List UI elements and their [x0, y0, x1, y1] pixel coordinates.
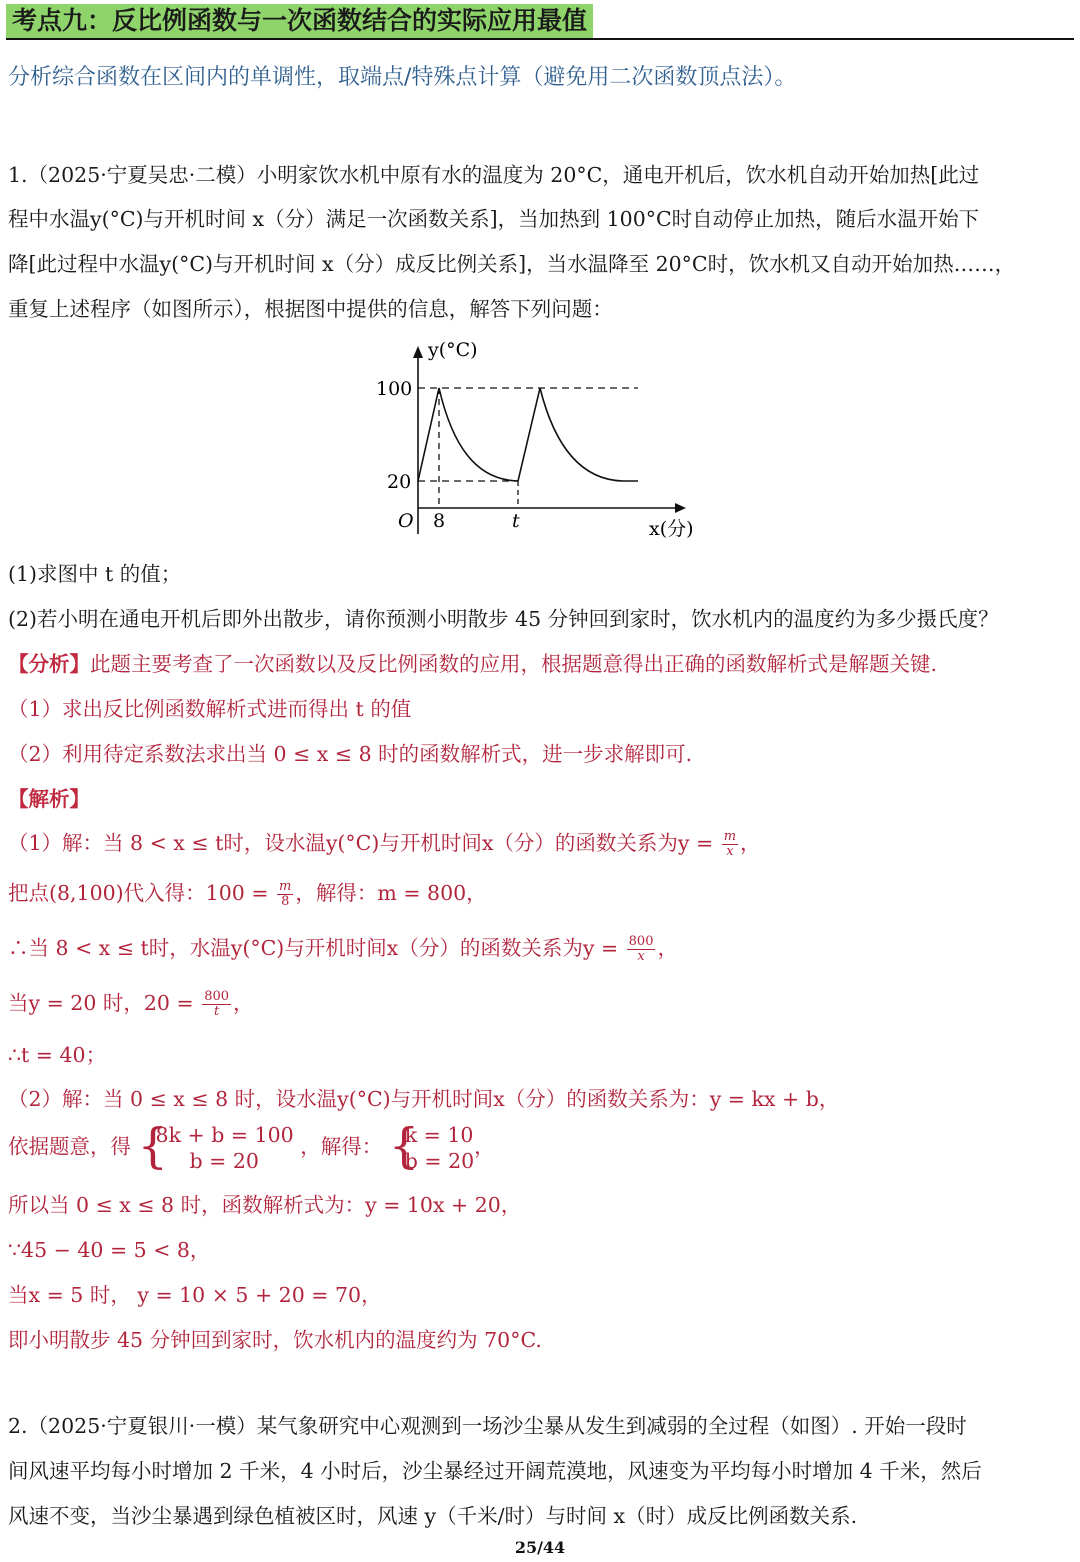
- equation-1: 8k + b = 100: [155, 1123, 294, 1147]
- problem2-number: 2.: [8, 1414, 28, 1438]
- analysis-step-2: （2）利用待定系数法求出当 0 ≤ x ≤ 8 时的函数解析式，进一步求解即可.: [8, 742, 693, 766]
- solution-b: b = 20: [404, 1149, 475, 1173]
- problem1-line2: 程中水温y(°C)与开机时间 x（分）满足一次函数关系]，当加热到 100°C时自动停止加热，随后水温开始下: [8, 207, 980, 231]
- left-brace: {: [388, 1118, 420, 1174]
- solution-step-2-tail: ，解得：m = 800，: [295, 881, 487, 905]
- section-subtitle: 分析综合函数在区间内的单调性，取端点/特殊点计算（避免用二次函数顶点法）。: [8, 65, 797, 90]
- solution-step-3: ∴当 8 < x ≤ t时，水温y(°C)与开机时间x（分）的函数关系为y = $\frac{800}{x}$ ，: [8, 934, 678, 964]
- question-2: (2)若小明在通电开机后即外出散步，请你预测小明散步 45 分钟回到家时，饮水机内的温度约为多少摄氏度？: [8, 607, 999, 631]
- problem2-text-1: 某气象研究中心观测到一场沙尘暴从发生到减弱的全过程（如图）. 开始一段时: [256, 1414, 967, 1438]
- fraction-m-over-x: [722, 830, 738, 859]
- solution-step-7-lead: 依据题意，得: [8, 1134, 131, 1159]
- page-number: 25/44: [514, 1538, 566, 1557]
- problem1-text-1: 小明家饮水机中原有水的温度为 20°C，通电开机后，饮水机自动开始加热[此过: [256, 163, 980, 187]
- fraction-800-over-x: [627, 935, 656, 964]
- fraction-m-over-8: [277, 880, 293, 909]
- problem2-line3: 风速不变，当沙尘暴遇到绿色植被区时，风速 y（千米/时）与时间 x（时）成反比例函数关系.: [8, 1504, 858, 1528]
- fraction-800-over-t: [202, 990, 231, 1019]
- x-axis-label: x(分): [649, 518, 694, 540]
- fraction-numerator: m: [279, 879, 292, 894]
- solution-step-10: 当x = 5 时， y = 10 × 5 + 20 = 70，: [8, 1283, 382, 1307]
- origin-label: O: [398, 510, 414, 532]
- solution-step-8: 所以当 0 ≤ x ≤ 8 时，函数解析式为：y = 10x + 20，: [8, 1193, 522, 1217]
- x-axis-arrow: [675, 503, 686, 513]
- solution-step-11: 即小明散步 45 分钟回到家时，饮水机内的温度约为 70°C.: [8, 1328, 542, 1352]
- problem2-line1: [8, 1409, 967, 1439]
- y-axis-label: y(°C): [428, 339, 478, 361]
- fraction-denominator: x: [726, 844, 734, 859]
- temperature-curve: [418, 388, 638, 481]
- analysis-text: 此题主要考查了一次函数以及反比例函数的应用，根据题意得出正确的函数解析式是解题关键.: [90, 652, 938, 676]
- tick-100: 100: [376, 378, 413, 400]
- left-brace: {: [137, 1118, 169, 1174]
- problem1-number: 1.: [8, 163, 28, 187]
- y-axis-arrow: [413, 346, 423, 358]
- problem2-line2: 间风速平均每小时增加 2 千米，4 小时后，沙尘暴经过开阔荒漠地，风速变为平均每小时增加 4 千米，然后: [8, 1459, 982, 1483]
- section-title: 考点九：反比例函数与一次函数结合的实际应用最值: [6, 4, 593, 38]
- solution-step-2-text: 把点(8,100)代入得：100 =: [8, 881, 269, 905]
- temperature-graph: [370, 334, 710, 544]
- solution-step-4-text: 当y = 20 时，20 =: [8, 991, 194, 1015]
- analysis-step-1: （1）求出反比例函数解析式进而得出 t 的值: [8, 697, 412, 721]
- tick-20: 20: [387, 471, 412, 493]
- solution-tag: 【解析】: [8, 787, 90, 811]
- equation-system: [137, 1118, 294, 1174]
- problem1-line1: [8, 158, 979, 188]
- problem1-source: （2025·宁夏吴忠·二模）: [27, 163, 257, 187]
- problem1-line4: 重复上述程序（如图所示），根据图中提供的信息，解答下列问题：: [8, 297, 613, 321]
- equation-2: b = 20: [189, 1149, 259, 1173]
- solution-step-1-text: （1）解：当 8 < x ≤ t时，设水温y(°C)与开机时间x（分）的函数关系为y =: [8, 831, 714, 855]
- problem2-source: （2025·宁夏银川·一模）: [27, 1414, 257, 1438]
- title-rule: [6, 38, 1074, 40]
- problem1-line3: 降[此过程中水温y(°C)与开机时间 x（分）成反比例关系]，当水温降至 20°C时，饮水机又自动开始加热……，: [8, 252, 1016, 276]
- solution-step-3-text: ∴当 8 < x ≤ t时，水温y(°C)与开机时间x（分）的函数关系为y =: [8, 936, 619, 960]
- solution-step-9: ∵45 − 40 = 5 < 8，: [8, 1238, 211, 1262]
- analysis-line: [8, 647, 937, 677]
- solution-step-5: ∴t = 40；: [8, 1043, 107, 1067]
- fraction-numerator: m: [723, 829, 737, 844]
- fraction-numerator: 800: [204, 989, 230, 1004]
- fraction-denominator: 8: [281, 894, 290, 909]
- solution-step-6: （2）解：当 0 ≤ x ≤ 8 时，设水温y(°C)与开机时间x（分）的函数关系为：y = kx + b，: [8, 1087, 840, 1111]
- tick-8: 8: [433, 510, 446, 532]
- question-1: (1)求图中 t 的值；: [8, 562, 182, 586]
- fraction-denominator: t: [214, 1004, 220, 1019]
- fraction-numerator: 800: [628, 934, 654, 949]
- fraction-denominator: x: [637, 949, 645, 964]
- solution-step-1: （1）解：当 8 < x ≤ t时，设水温y(°C)与开机时间x（分）的函数关系为y = $\frac{m}{x}$ ，: [8, 829, 761, 859]
- solution-system: [388, 1118, 475, 1174]
- solution-step-7-mid: ，解得：: [300, 1134, 383, 1159]
- analysis-tag: 【分析】: [8, 652, 90, 676]
- solution-step-7: 依据题意，得 { 8k + b = 100 b = 20 ，解得： { k = 10 b = 20 ，: [8, 1118, 495, 1174]
- tick-t: t: [512, 510, 520, 532]
- solution-step-4: 当y = 20 时，20 = $\frac{800}{t}$ ，: [8, 989, 254, 1019]
- solution-k: k = 10: [404, 1123, 474, 1147]
- solution-step-2: [8, 876, 487, 909]
